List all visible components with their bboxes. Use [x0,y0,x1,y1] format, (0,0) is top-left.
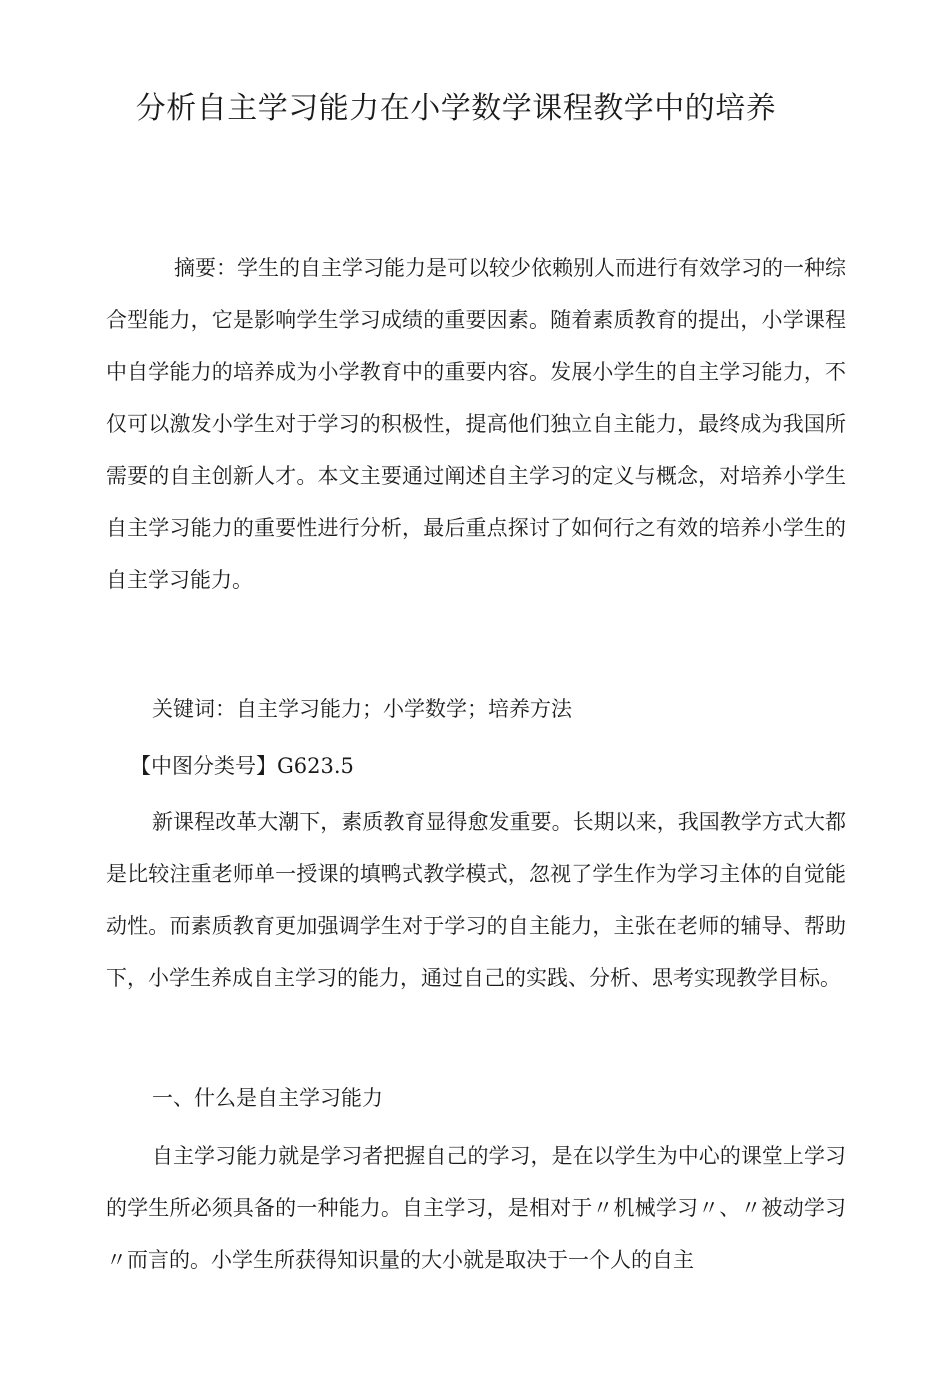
abstract-paragraph: 摘要：学生的自主学习能力是可以较少依赖别人而进行有效学习的一种综合型能力，它是影响学生学习成绩的重要因素。随着素质教育的提出，小学课程中自学能力的培养成为小学教育中的重要内容。发展小学生的自主学习能力，不仅可以激发小学生对于学习的积极性，提高他们独立自主能力，最终成为我国所需要的自主创新人才。本文主要通过阐述自主学习的定义与概念，对培养小学生自主学习能力的重要性进行分析，最后重点探讨了如何行之有效的培养小学生的自主学习能力。 [106,256,846,592]
classification-number: 【中图分类号】G623.5 [130,754,354,778]
document-title: 分析自主学习能力在小学数学课程教学中的培养 [135,91,777,126]
intro-paragraph: 新课程改革大潮下，素质教育显得愈发重要。长期以来，我国教学方式大都是比较注重老师单一授课的填鸭式教学模式，忽视了学生作为学习主体的自觉能动性。而素质教育更加强调学生对于学习的自主能力，主张在老师的辅导、帮助下，小学生养成自主学习的能力，通过自己的实践、分析、思考实现教学目标。 [106,810,846,990]
section-paragraph: 自主学习能力就是学习者把握自己的学习，是在以学生为中心的课堂上学习的学生所必须具备的一种能力。自主学习，是相对于〃机械学习〃、〃被动学习〃而言的。小学生所获得知识量的大小就是取决于一个人的自主 [106,1144,846,1272]
keywords-line: 关键词：自主学习能力；小学数学；培养方法 [152,697,572,721]
section-heading: 一、什么是自主学习能力 [152,1086,383,1110]
